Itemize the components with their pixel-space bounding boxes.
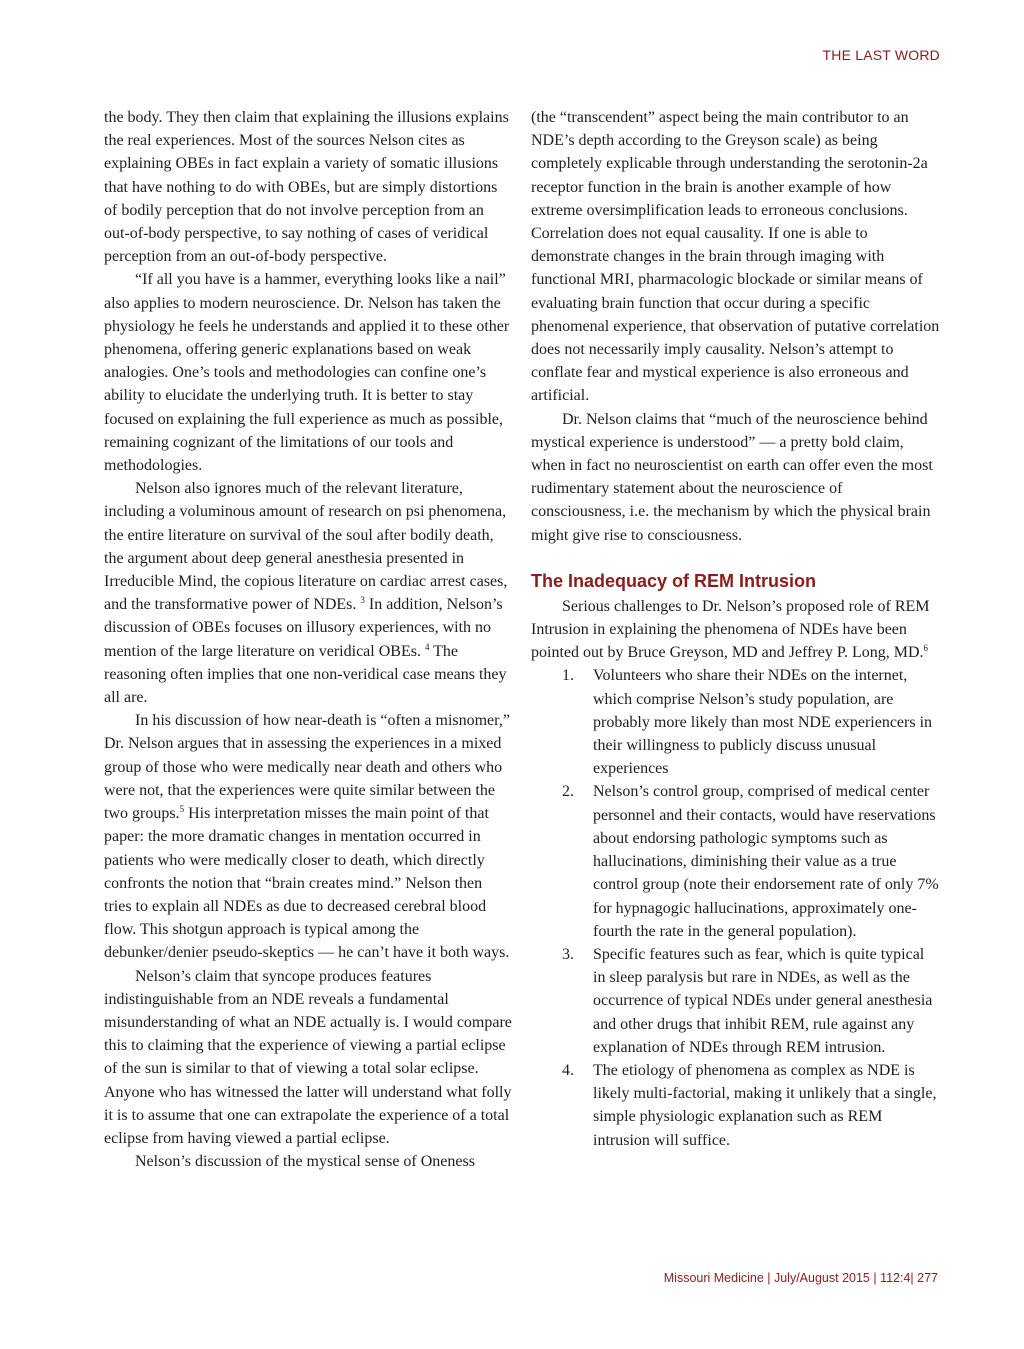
- running-head: THE LAST WORD: [822, 47, 940, 63]
- list-item-text: Specific features such as fear, which is quite typical in sleep paralysis but rare in NDEs, as well as the occurrence of typical NDEs under general anesthesia and other drugs that inhibit REM, rule against any explanation of NDEs through REM intrusion.: [593, 945, 933, 1056]
- list-item: [531, 664, 940, 780]
- paragraph-text: The reasoning often implies that one non-veridical case means they all are.: [104, 642, 507, 707]
- paragraph-text: In his discussion of how near-death is “often a misnomer,” Dr. Nelson argues that in assessing the experiences in a mixed group of those who were medically near death and others who were not, that the experiences were quite similar between the two groups.: [104, 712, 510, 823]
- body-paragraph: [531, 595, 940, 665]
- list-item: [531, 780, 940, 942]
- body-paragraph: Dr. Nelson claims that “much of the neuroscience behind mystical experience is understood” — a pretty bold claim, when in fact no neuroscientist on earth can offer even the most rudimentary statement about the neuroscience of consciousness, i.e. the mechanism by which the physical brain might give rise to consciousness.: [531, 410, 933, 544]
- list-item-text: Nelson’s control group, comprised of medical center personnel and their contacts, would have reservations about endorsing pathologic symptoms such as hallucinations, diminishing their value as a true control group (note their endorsement rate of only 7% for hypnagogic hallucinations, approximately one-fourth the rate in the general population).: [593, 783, 939, 940]
- list-item-text: Volunteers who share their NDEs on the internet, which comprise Nelson’s study population, are probably more likely than most NDE experiencers in their willingness to publicly discuss unusual experiences: [593, 667, 933, 778]
- reference-superscript: 4: [424, 641, 430, 652]
- body-paragraph: (the “transcendent” aspect being the main contributor to an NDE’s depth according to the Greyson scale) as being completely explicable through understanding the serotonin-2a receptor function in the brain is another example of how extreme oversimplification leads to erroneous conclusions. Correlation does not equal causality. If one is able to demonstrate changes in the brain through imaging with functional MRI, pharmacologic blockade or similar means of evaluating brain function that occur during a specific phenomenal experience, that observation of putative correlation does not necessarily imply causality. Nelson’s attempt to conflate fear and mystical experience is also erroneous and artificial.: [531, 109, 940, 405]
- paragraph-text: His interpretation misses the main point of that paper: the more dramatic changes in mentation occurred in patients who were medically closer to death, which directly confronts the notion that “brain creates mind.” Nelson then tries to explain all NDEs as due to decreased cerebral blood flow. This shotgun approach is typical among the debunker/denier pseudo-skeptics — he can’t have it both ways.: [104, 805, 510, 962]
- body-paragraph: [104, 709, 512, 964]
- list-number: 1.: [562, 667, 574, 685]
- list-number: 4.: [562, 1061, 574, 1079]
- body-paragraph: Nelson’s claim that syncope produces features indistinguishable from an NDE reveals a fundamental misunderstanding of what an NDE actually is. I would compare this to claiming that the experience of viewing a partial eclipse of the sun is similar to that of viewing a total solar eclipse. Anyone who has witnessed the latter will understand what folly it is to assume that one can extrapolate the experience of a total eclipse from having viewed a partial eclipse.: [104, 967, 512, 1147]
- reference-superscript: 3: [360, 595, 365, 606]
- left-column: [104, 106, 512, 1173]
- paragraph-text: Nelson also ignores much of the relevant literature, including a voluminous amount of research on psi phenomena, the entire literature on survival of the soul after bodily death, the argument about deep general anesthesia presented in Irreducible Mind, the copious literature on cardiac arrest cases, and the transformative power of NDEs.: [104, 480, 508, 614]
- body-paragraph: [104, 477, 512, 709]
- body-paragraph: Nelson’s discussion of the mystical sense of Oneness: [135, 1153, 475, 1171]
- reference-superscript: 5: [179, 804, 185, 815]
- body-paragraph: the body. They then claim that explaining the illusions explains the real experiences. Most of the sources Nelson cites as explaining OBEs in fact explain a variety of somatic illusions that have nothing to do with OBEs, but are simply distortions of bodily perception that do not involve perception from an out-of-body perspective, to say nothing of cases of veridical perception from an out-of-body perspective.: [104, 109, 509, 266]
- list-number: 2.: [562, 783, 574, 801]
- footer-citation: Missouri Medicine | July/August 2015 | 112:4| 277: [663, 1271, 938, 1285]
- list-item: [531, 1059, 940, 1152]
- reference-superscript: 6: [923, 643, 929, 654]
- numbered-list: [531, 664, 940, 1151]
- list-item-text: The etiology of phenomena as complex as NDE is likely multi-factorial, making it unlikely that a single, simple physiologic explanation such as REM intrusion will suffice.: [593, 1061, 937, 1149]
- list-number: 3.: [562, 945, 574, 963]
- right-column: [531, 106, 940, 1152]
- body-paragraph: “If all you have is a hammer, everything looks like a nail” also applies to modern neuroscience. Dr. Nelson has taken the physiology he feels he understands and applied it to these other phenomena, offering generic explanations based on weak analogies. One’s tools and methodologies can confine one’s ability to elucidate the underlying truth. It is better to stay focused on explaining the full experience as much as possible, remaining cognizant of the limitations of our tools and methodologies.: [104, 271, 510, 475]
- list-item: [531, 943, 940, 1059]
- paragraph-text: In addition, Nelson’s discussion of OBEs focuses on illusory experiences, with no mention of the large literature on veridical OBEs.: [104, 596, 503, 660]
- section-heading: The Inadequacy of REM Intrusion: [531, 570, 817, 591]
- paragraph-text: Serious challenges to Dr. Nelson’s proposed role of REM Intrusion in explaining the phenomena of NDEs have been pointed out by Bruce Greyson, MD and Jeffrey P. Long, MD.: [531, 597, 930, 662]
